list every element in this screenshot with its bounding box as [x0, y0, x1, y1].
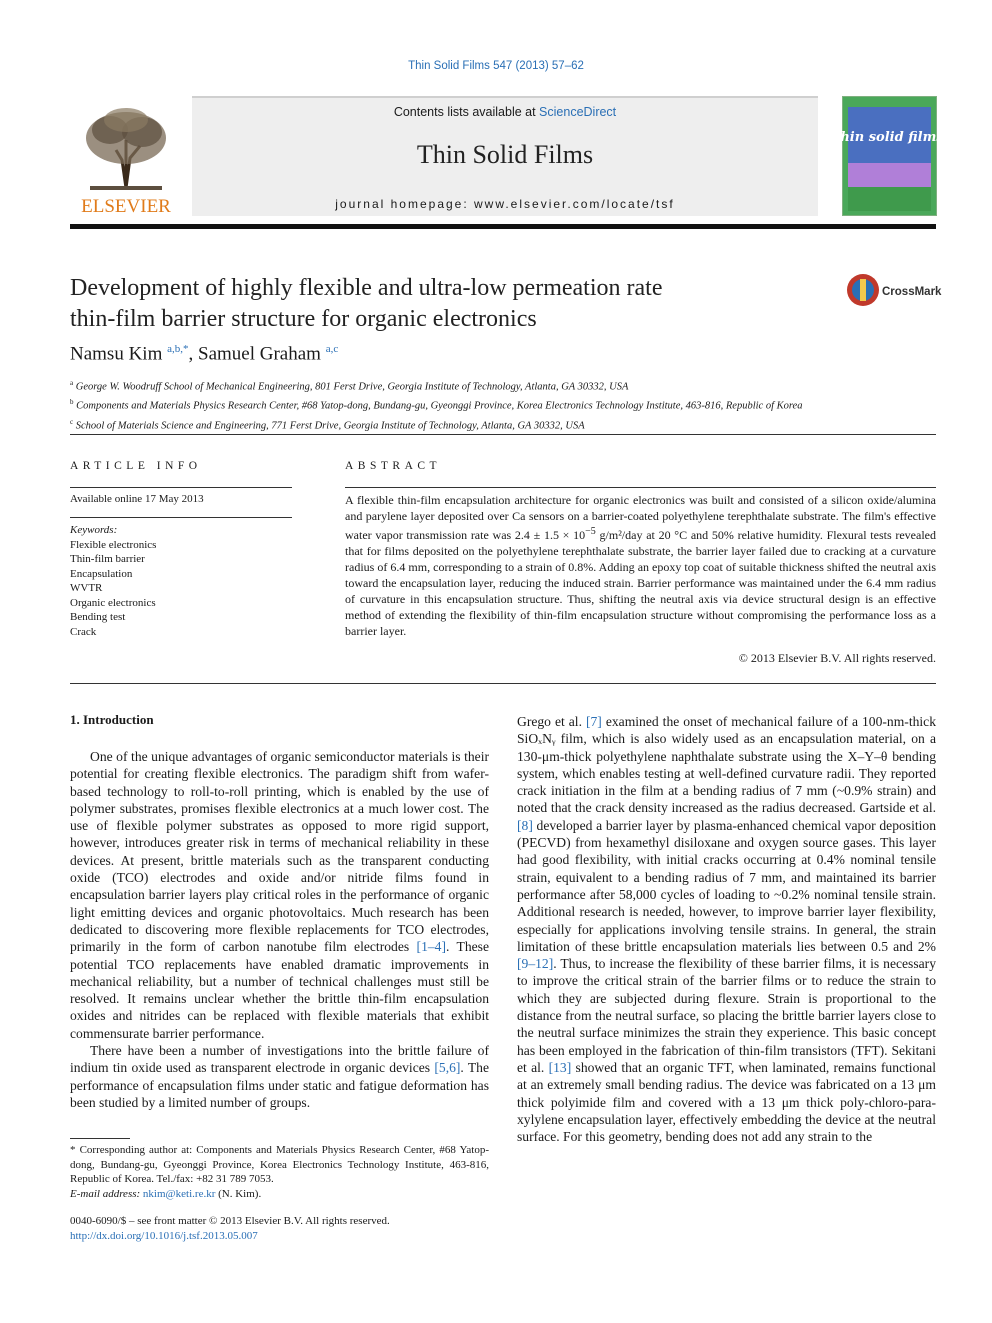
keywords-label: Keywords: — [70, 524, 118, 536]
citation-link[interactable]: [1–4] — [416, 939, 446, 955]
abstract-part: A flexible thin-film encapsulation architecture for organic electronics was built and consisted of a silicon oxide/alumina and parylene layer deposited over Ca sensors on a barrier-coated polyethylene terephthalate substrate. The film's effective water vapor transmission rate was 2.4 ± 1.5 × 10 — [345, 493, 936, 542]
keyword: Bending test — [70, 611, 126, 623]
body-column-left — [70, 748, 489, 1111]
citation-link[interactable]: [9–12] — [517, 956, 554, 972]
affiliation — [70, 376, 936, 395]
author-list — [70, 343, 338, 365]
divider — [70, 487, 292, 488]
citation-link[interactable]: [8] — [517, 817, 533, 833]
keyword: Encapsulation — [70, 567, 133, 580]
email-link[interactable]: nkim@keti.re.kr — [142, 1187, 216, 1200]
citation-link[interactable]: [13] — [548, 1059, 572, 1075]
crossmark-icon — [860, 279, 866, 301]
contents-line — [192, 105, 818, 119]
affiliation — [70, 395, 936, 414]
affiliation-text: Components and Materials Physics Research Center, #68 Yatop-dong, Bundang-gu, Gyeonggi Province, Korea Electronics Technology Institute, 463-816, Republic of Korea — [76, 400, 803, 412]
affiliation-text: George W. Woodruff School of Mechanical Engineering, 801 Ferst Drive, Georgia Institute of Technology, Atlanta, GA 30332, USA — [75, 381, 629, 393]
crossmark-button[interactable] — [845, 272, 940, 308]
citation-link[interactable]: [5,6] — [434, 1060, 461, 1076]
crossmark-label: CrossMark — [882, 286, 942, 298]
keyword: Flexible electronics — [70, 538, 157, 551]
section-heading: 1. Introduction — [70, 712, 154, 727]
affiliation-mark: b — [70, 398, 74, 407]
email-line — [70, 1187, 489, 1202]
affiliation — [70, 415, 936, 434]
keyword: WVTR — [70, 582, 103, 594]
corresponding-author-footnote — [70, 1143, 489, 1201]
abstract-heading: ABSTRACT — [345, 460, 442, 472]
affiliation-mark: a — [70, 379, 74, 387]
abstract-text — [345, 492, 936, 639]
paragraph: One of the unique advantages of organic semiconductor materials is their potential for creating flexible electronics. The paradigm shift from wafer-based technology to roll-to-roll printing, which is enabled by the use of polymer substrates, promises flexible electronics at a much lower cost. The use of flexible polymer substrates as opposed to more rigid support, however, introduces greater risk in terms of mechanical reliability in these devices. At present, brittle materials such as the transparent conducting oxide (TCO) electrodes and oxide and/or nitride films found in encapsulation barrier layers play critical roles in the performance of organic light emitting devices and organic photovoltaics. Much research has been dedicated to discovering more flexible replacements for TCO electrodes, primarily in the form of carbon nanotube film electrodes [1–4]. These potential TCO replacements have enabled dramatic improvements in mechanical reliability, but a number of technical challenges must still be resolved. It remains unclear whether the brittle thin-film encapsulation oxides and nitrides can be replaced with flexible materials that exhibit commensurate barrier performance. — [70, 749, 489, 1041]
abstract-copyright: © 2013 Elsevier B.V. All rights reserved. — [738, 651, 936, 665]
journal-homepage[interactable]: journal homepage: www.elsevier.com/locate/tsf — [335, 197, 675, 211]
email-label: E-mail address: — [70, 1187, 143, 1200]
article-info-heading: ARTICLE INFO — [70, 460, 202, 472]
keywords-list — [70, 523, 292, 639]
doi-link[interactable]: http://dx.doi.org/10.1016/j.tsf.2013.05.007 — [70, 1229, 258, 1242]
cover-logo-text: thin solid films — [834, 130, 944, 145]
journal-citation[interactable]: Thin Solid Films 547 (2013) 57–62 — [408, 60, 584, 72]
contents-prefix: Contents lists available at — [393, 105, 540, 119]
title-line-1: Development of highly flexible and ultra-low permeation rate — [70, 275, 663, 301]
elsevier-tree-icon — [70, 100, 182, 216]
front-matter — [70, 1214, 489, 1243]
title-line-2: thin-film barrier structure for organic electronics — [70, 306, 537, 332]
footnote-text: * Corresponding author at: Components and Materials Physics Research Center, #68 Yatop-dong, Bundang-gu, Gyeonggi Province, Korea Electronics Technology Institute, 463-816, Republic of Korea. Tel./fax: +82 31 789 7053. — [70, 1144, 489, 1185]
keyword: Crack — [70, 625, 97, 638]
header-rule — [70, 224, 936, 229]
keyword: Organic electronics — [70, 596, 156, 609]
author-separator: , — [188, 343, 198, 365]
email-suffix: (N. Kim). — [215, 1187, 262, 1200]
paragraph: Grego et al. [7] examined the onset of mechanical failure of a 100-nm-thick SiOₓNᵧ film, which is also widely used as an encapsulation material, on a 130-μm-thick polyethylene naphthalate substrate using the X–Y–θ bending system, which enables testing at well-defined curvature radii. They reported crack initiation in the film at a bending radius of 7 mm (~0.9% strain) and noted that the crack density increased as the radius decreased. Gartside et al. [8] developed a barrier layer by plasma-enhanced chemical vapor deposition (PECVD) from hexamethyl disiloxane and oxygen source gases. This layer had good flexibility, with initial cracks occurring at 0.4% nominal tensile strain, equivalent to a bending radius of 7 mm, and maintained its barrier performance after 58,000 cycles of loading to ~0.2% nominal tensile strain. Additional research is needed, however, to improve barrier layer flexibility, especially for applications involving tensile strains. In general, the strain limitation of these brittle encapsulation materials lies between 0.5 and 2% [9–12]. Thus, to increase the flexibility of these barrier films, it is necessary to improve the critical strain of the barrier films or to reduce the strain to which they are subjected during flexure. Strain is proportional to the distance from the neutral surface, so placing the brittle barrier layers close to the neutral surface minimizes the strain they experience. This basic concept has been employed in the fabrication of thin-film transistors (TFT). Sekitani et al. [13] showed that an organic TFT, when laminated, remains functional at an extremely small bending radius. The device was fabricated on a 13 μm thick polyimide film and covered with a 13 μm thick poly-chloro-para-xylylene encapsulation layer, effectively embedding the device at the neutral surface. For this geometry, bending does not add any strain to the — [517, 714, 937, 1145]
journal-title: Thin Solid Films — [416, 140, 594, 169]
author-affiliation-marks[interactable]: a,c — [325, 343, 339, 355]
divider — [70, 434, 936, 435]
author-affiliation-marks[interactable]: a,b,* — [167, 343, 189, 355]
abstract-exponent: −5 — [585, 526, 596, 537]
divider — [70, 517, 292, 518]
affiliation-mark: c — [70, 417, 74, 426]
citation-link[interactable]: [7] — [585, 714, 602, 729]
available-online-date: Available online 17 May 2013 — [70, 493, 204, 505]
author-name: Samuel Graham — [198, 343, 321, 365]
abstract-part: g/m²/day at 20 °C and 50% relative humidity. Flexural tests revealed that for films deposited on the polyethylene terephthalate substrate, the barrier layer failed due to cracking at a curvature radius of 6.4 mm, corresponding to a strain of 0.8%. Adding an epoxy top coat of suitable thickness shifted the neutral axis toward the encapsulation layer, reducing the induced strain. Barrier performance was maintained under the 6.4 mm radius of curvature in this encapsulation structure. Thus, shifting the neutral axis via device structural design is an effective method of extending the flexibility of thin-film encapsulation structure without compromising the performance loss as a barrier layer. — [345, 528, 936, 638]
paragraph: There have been a number of investigations into the brittle failure of indium tin oxide used as transparent electrode in organic devices [5,6]. The performance of encapsulation films under static and fatigue deformation has been studied by a limited number of groups. — [70, 1043, 490, 1110]
keyword: Thin-film barrier — [70, 553, 145, 565]
divider — [70, 683, 936, 684]
footnote-rule — [70, 1138, 130, 1139]
body-column-right — [517, 713, 936, 1145]
author-name: Namsu Kim — [70, 343, 163, 365]
issn-line: 0040-6090/$ – see front matter © 2013 Elsevier B.V. All rights reserved. — [70, 1215, 390, 1227]
elsevier-logo — [70, 100, 182, 216]
affiliations — [70, 376, 936, 434]
journal-cover-thumbnail — [834, 96, 944, 216]
affiliation-text: School of Materials Science and Engineering, 771 Ferst Drive, Georgia Institute of Technology, Atlanta, GA 30332, USA — [75, 420, 585, 432]
divider — [345, 487, 936, 488]
sciencedirect-link[interactable]: ScienceDirect — [539, 105, 617, 119]
article-title — [70, 273, 790, 335]
elsevier-wordmark: ELSEVIER — [81, 196, 171, 217]
